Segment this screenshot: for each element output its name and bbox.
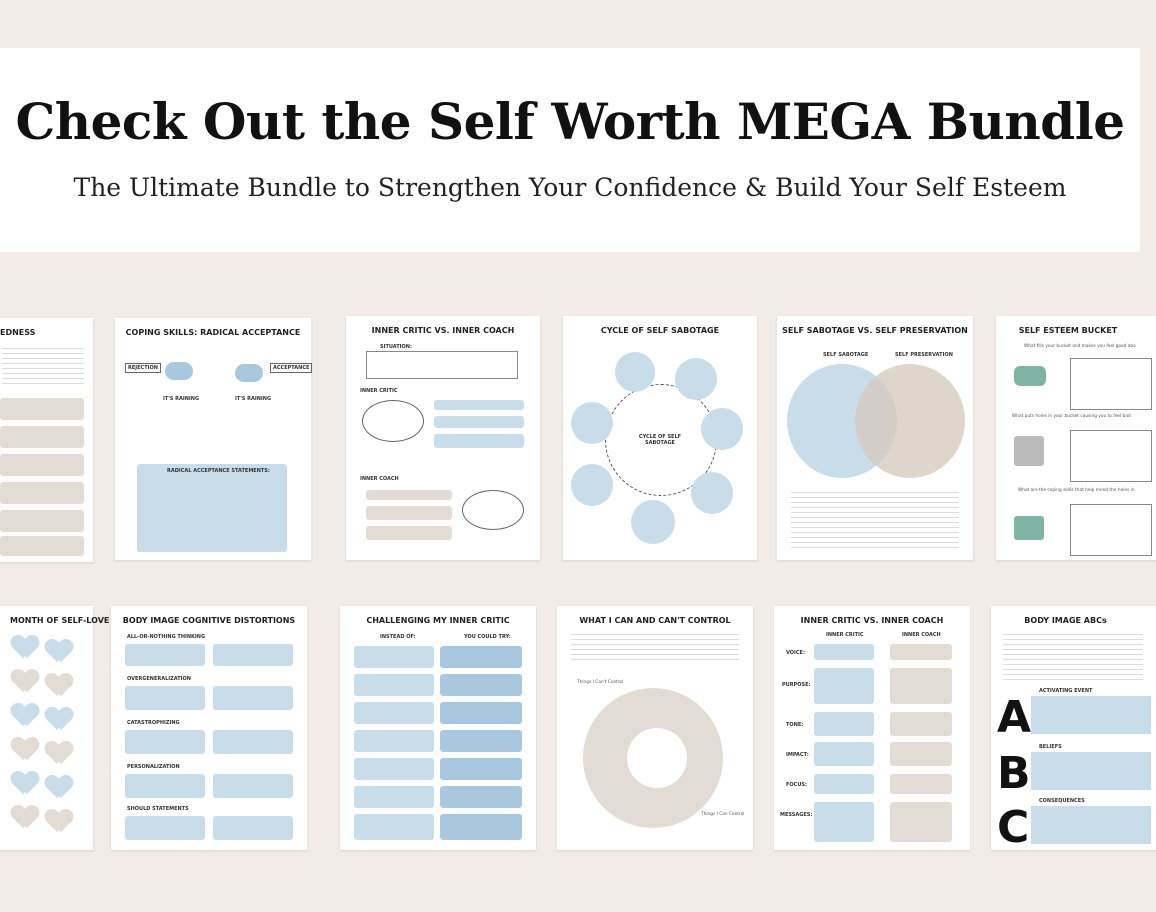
- hero-title: Check Out the Self Worth MEGA Bundle: [15, 92, 1125, 151]
- card: [0, 426, 84, 448]
- cloud-icon: [165, 362, 193, 380]
- card: [125, 774, 205, 798]
- cycle-node: [615, 352, 655, 392]
- heart-icon: [46, 742, 72, 766]
- feeling-box: [434, 400, 524, 410]
- inner-label: Things I Can Control: [701, 812, 745, 817]
- card: [354, 786, 434, 808]
- cycle-node: [571, 464, 613, 506]
- bucket-icon: [1014, 436, 1044, 466]
- situation-label: SITUATION:: [380, 344, 412, 350]
- critic-label: INNER CRITIC: [360, 388, 398, 394]
- coach-label: INNER COACH: [360, 476, 399, 482]
- worksheet-title: SELF ESTEEM BUCKET: [1018, 326, 1118, 335]
- venn-left-label: SELF SABOTAGE: [823, 352, 869, 358]
- question: What are the coping skills that help mend the holes in: [1018, 488, 1135, 493]
- answer-box: [1070, 430, 1152, 482]
- heart-icon: [12, 806, 38, 830]
- card: [0, 454, 84, 476]
- card: [814, 712, 874, 736]
- worksheet-title: MONTH OF SELF-LOVE: [10, 616, 110, 625]
- card: [814, 774, 874, 794]
- worksheet-preview: [996, 316, 1156, 560]
- heart-icon: [46, 776, 72, 800]
- card: [213, 730, 293, 754]
- statements-box: [137, 464, 287, 552]
- worksheet-title: INNER CRITIC VS. INNER COACH: [371, 326, 515, 335]
- card: [440, 702, 522, 724]
- question: What puts holes in your bucket causing you to feel bad: [1012, 414, 1131, 419]
- cycle-node: [631, 500, 675, 544]
- text-block: [2, 344, 84, 384]
- heart-icon: [12, 704, 38, 728]
- worksheet-title: EDNESS: [0, 328, 36, 337]
- card: [354, 674, 434, 696]
- card: [814, 802, 874, 842]
- cycle-node: [675, 358, 717, 400]
- card: [0, 510, 84, 532]
- caption: IT'S RAINING: [235, 396, 272, 402]
- card: [1031, 696, 1151, 734]
- behavior-box: [366, 506, 452, 520]
- section-heading: OVERGENERALIZATION: [127, 676, 191, 682]
- row-label: TONE:: [786, 722, 804, 728]
- heart-icon: [12, 738, 38, 762]
- card: [814, 668, 874, 704]
- watering-can-icon: [1014, 366, 1046, 386]
- venn-right-label: SELF PRESERVATION: [895, 352, 953, 358]
- answer-box: [1070, 504, 1152, 556]
- a-label: ACTIVATING EVENT: [1039, 688, 1093, 694]
- worksheet-title: CHALLENGING MY INNER CRITIC: [366, 616, 510, 625]
- worksheet-title: CYCLE OF SELF SABOTAGE: [600, 326, 720, 335]
- outer-label: Things I Can't Control: [577, 680, 624, 685]
- card: [0, 482, 84, 504]
- card: [890, 644, 952, 660]
- section-title: RADICAL ACCEPTANCE STATEMENTS:: [167, 468, 270, 474]
- cycle-node: [571, 402, 613, 444]
- column-header: INSTEAD OF:: [380, 634, 416, 640]
- card: [1031, 806, 1151, 844]
- cloud-icon: [235, 364, 263, 382]
- section-heading: CATASTROPHIZING: [127, 720, 180, 726]
- card: [440, 674, 522, 696]
- heart-icon: [12, 636, 38, 660]
- card: [213, 774, 293, 798]
- top-band: [0, 0, 1140, 48]
- worksheet-preview: [557, 606, 753, 850]
- card: [440, 730, 522, 752]
- text-block: [571, 630, 739, 664]
- heart-icon: [46, 810, 72, 834]
- card: [1031, 752, 1151, 790]
- heart-icon: [12, 772, 38, 796]
- card: [125, 644, 205, 666]
- card: [890, 742, 952, 766]
- thought-bubble: [462, 490, 524, 530]
- cycle-node: [701, 408, 743, 450]
- section-heading: ALL-OR-NOTHING THINKING: [127, 634, 206, 640]
- acceptance-label: ACCEPTANCE: [270, 363, 312, 373]
- worksheet-title: WHAT I CAN AND CAN'T CONTROL: [579, 616, 731, 625]
- section-heading: SHOULD STATEMENTS: [127, 806, 189, 812]
- result-box: [434, 434, 524, 448]
- card: [125, 686, 205, 710]
- card: [0, 398, 84, 420]
- feeling-box: [366, 490, 452, 500]
- worksheet-preview: [0, 606, 110, 850]
- column-header: YOU COULD TRY:: [464, 634, 511, 640]
- worksheet-preview: [777, 316, 973, 560]
- result-box: [366, 526, 452, 540]
- card: [354, 702, 434, 724]
- text-block: [791, 488, 959, 548]
- column-header: INNER CRITIC: [826, 632, 864, 638]
- card: [125, 816, 205, 840]
- worksheet-preview: [111, 606, 307, 850]
- card: [440, 758, 522, 780]
- heart-icon: [46, 640, 72, 664]
- card: [354, 814, 434, 840]
- text-block: [1003, 630, 1143, 680]
- heart-icon: [46, 674, 72, 698]
- bucket-icon: [1014, 516, 1044, 540]
- card: [354, 730, 434, 752]
- worksheet-title: BODY IMAGE COGNITIVE DISTORTIONS: [122, 616, 296, 625]
- letter-c: C: [997, 802, 1030, 853]
- worksheet-title: COPING SKILLS: RADICAL ACCEPTANCE: [125, 328, 301, 337]
- row-label: MESSAGES:: [780, 812, 813, 818]
- column-header: INNER COACH: [902, 632, 941, 638]
- worksheet-title: SELF SABOTAGE VS. SELF PRESERVATION: [782, 326, 968, 335]
- card: [890, 802, 952, 842]
- card: [440, 814, 522, 840]
- worksheet-preview: [340, 606, 536, 850]
- rejection-label: REJECTION: [125, 363, 161, 373]
- inner-circle: [627, 728, 687, 788]
- worksheet-preview: [346, 316, 540, 560]
- card: [0, 536, 84, 556]
- row-label: FOCUS:: [786, 782, 807, 788]
- heart-icon: [46, 708, 72, 732]
- worksheet-preview: [991, 606, 1156, 853]
- row-label: PURPOSE:: [782, 682, 811, 688]
- card: [213, 644, 293, 666]
- behavior-box: [434, 416, 524, 428]
- card: [890, 712, 952, 736]
- worksheet-preview: [563, 316, 757, 560]
- c-label: CONSEQUENCES: [1039, 798, 1085, 804]
- worksheet-preview: [0, 318, 93, 562]
- card: [125, 730, 205, 754]
- card: [890, 774, 952, 794]
- cycle-center: CYCLE OF SELF SABOTAGE: [638, 434, 682, 446]
- card: [440, 646, 522, 668]
- card: [354, 646, 434, 668]
- card: [354, 758, 434, 780]
- worksheet-title: INNER CRITIC VS. INNER COACH: [800, 616, 944, 625]
- worksheet-title: BODY IMAGE ABCs: [1024, 616, 1107, 625]
- card: [890, 668, 952, 704]
- letter-b: B: [997, 748, 1031, 799]
- card: [213, 816, 293, 840]
- heart-icon: [12, 670, 38, 694]
- card: [814, 742, 874, 766]
- situation-box: [366, 351, 518, 379]
- section-heading: PERSONALIZATION: [127, 764, 180, 770]
- b-label: BELIEFS: [1039, 744, 1062, 750]
- worksheet-preview: [774, 606, 970, 850]
- caption: IT'S RAINING: [163, 396, 200, 402]
- thought-bubble: [362, 400, 424, 442]
- card: [213, 686, 293, 710]
- answer-box: [1070, 358, 1152, 410]
- card: [440, 786, 522, 808]
- venn-circle-right: [855, 364, 965, 478]
- letter-a: A: [997, 692, 1032, 743]
- row-label: VOICE:: [786, 650, 805, 656]
- question: What fills your bucket and makes you feel good abo: [1024, 344, 1136, 349]
- row-label: IMPACT:: [786, 752, 809, 758]
- cycle-node: [691, 472, 733, 514]
- hero-subtitle: The Ultimate Bundle to Strengthen Your Confidence & Build Your Self Esteem: [73, 173, 1067, 202]
- card: [814, 644, 874, 660]
- worksheet-preview: [115, 318, 311, 560]
